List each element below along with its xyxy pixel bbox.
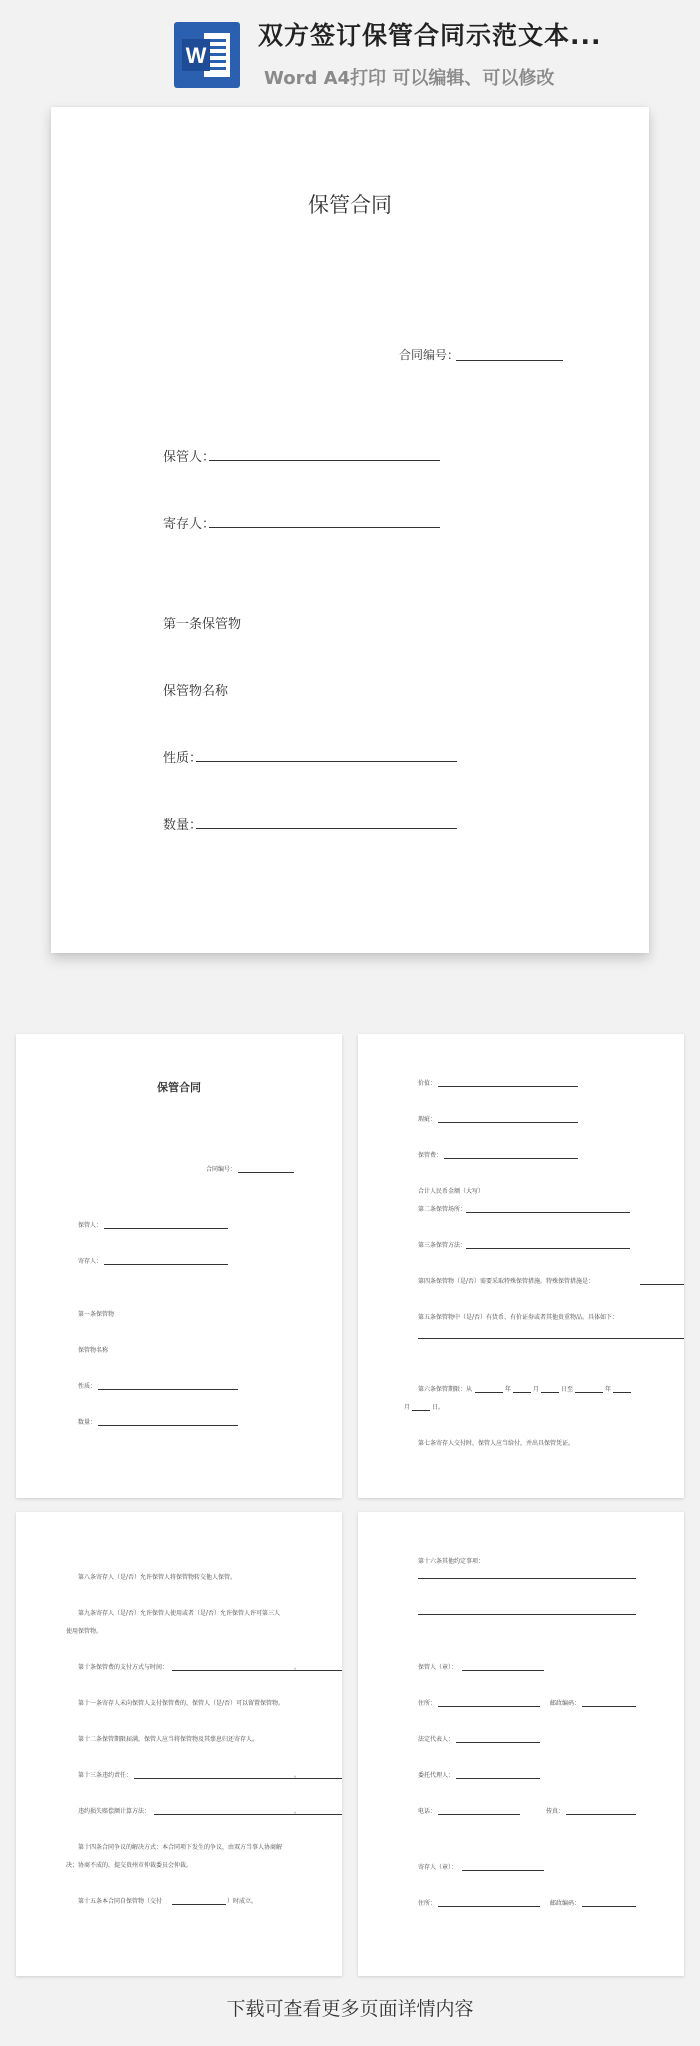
p3-damages-blank xyxy=(154,1814,342,1815)
thumb-page-3 xyxy=(16,1512,342,1976)
thumb1-depositor-blank xyxy=(104,1264,228,1265)
p2-article-2-blank xyxy=(466,1212,630,1213)
quantity-label: 数量： xyxy=(163,818,203,833)
p4-postcode-1-blank xyxy=(582,1706,636,1707)
p3-article-15-blank xyxy=(172,1904,226,1905)
article-1-heading: 第一条保管物 xyxy=(163,617,242,632)
thumb1-title: 保管合同 xyxy=(157,1081,201,1094)
p2-year-1: 年 xyxy=(505,1386,512,1393)
p4-article-16: 第十六条其他约定事项： xyxy=(418,1558,485,1565)
keeper-label: 保管人： xyxy=(163,450,216,465)
header-title: 双方签订保管合同示范文本... xyxy=(258,21,602,50)
p2-year-blank-1 xyxy=(475,1392,503,1393)
p3-article-10-dot: 。 xyxy=(294,1664,301,1671)
p2-month-1: 月 xyxy=(533,1386,540,1393)
p4-address-2-blank xyxy=(438,1906,540,1907)
p2-fee-blank xyxy=(444,1158,578,1159)
thumb1-nature-blank xyxy=(98,1389,238,1390)
thumb1-contract-no-blank xyxy=(238,1172,294,1173)
nature-label: 性质： xyxy=(163,751,203,766)
thumb1-quantity-blank xyxy=(98,1425,238,1426)
thumb1-keeper-blank xyxy=(104,1228,228,1229)
thumb1-nature: 性质： xyxy=(78,1383,97,1390)
p4-agent-blank xyxy=(456,1778,540,1779)
p4-agent: 委托代理人： xyxy=(418,1772,455,1779)
header-subtitle: Word A4打印 可以编辑、可以修改 xyxy=(264,68,555,89)
p2-article-5-blank xyxy=(418,1338,684,1339)
p2-year-blank-2 xyxy=(575,1392,603,1393)
p2-price-blank xyxy=(438,1086,578,1087)
p2-condition: 瑕疵： xyxy=(418,1116,437,1123)
p3-article-11: 第十一条寄存人未向保管人支付保管费的，保管人（是/否）可以留置保管物。 xyxy=(78,1700,285,1707)
p3-article-9-line-2: 使用保管物。 xyxy=(66,1628,103,1635)
word-icon-letter: W xyxy=(185,43,207,68)
p2-article-2: 第二条保管场所： xyxy=(418,1206,467,1213)
p2-day-to: 日至 xyxy=(561,1386,574,1393)
p2-day-end: 日。 xyxy=(432,1404,445,1411)
depositor-blank xyxy=(209,527,440,528)
contract-title: 保管合同 xyxy=(308,193,392,217)
p4-keeper-seal: 保管人（章）： xyxy=(418,1664,458,1671)
contract-no-blank xyxy=(456,360,563,361)
p2-total: 合计人民币金额（大写） xyxy=(418,1188,485,1195)
p2-month-blank-1 xyxy=(513,1392,531,1393)
thumb1-depositor: 寄存人： xyxy=(78,1258,103,1265)
p4-address-2: 住所： xyxy=(418,1900,437,1907)
p2-day-blank-1 xyxy=(541,1392,559,1393)
p3-article-13-dot: 。 xyxy=(294,1772,301,1779)
p2-article-3-blank xyxy=(466,1248,630,1249)
p4-fax-blank xyxy=(566,1814,636,1815)
p2-article-6-from: 第六条保管期限：从 xyxy=(418,1386,473,1393)
p2-month-2: 月 xyxy=(404,1404,411,1411)
p3-damages: 违约损失赔偿额计算方法： xyxy=(78,1808,151,1815)
thumb-page-1 xyxy=(16,1034,342,1498)
p4-fax: 传真： xyxy=(546,1808,565,1815)
p2-article-4: 第四条保管物（是/否）需要采取特殊保管措施。特殊保管措施是： xyxy=(418,1278,595,1285)
p3-article-13: 第十三条违约责任： xyxy=(78,1772,133,1779)
p4-article-16-blank-2 xyxy=(418,1614,636,1615)
p2-year-2: 年 xyxy=(605,1386,612,1393)
p4-article-16-blank-1 xyxy=(418,1578,636,1579)
thumb-page-2 xyxy=(358,1034,684,1498)
thumb1-item-name: 保管物名称 xyxy=(78,1347,109,1354)
p3-damages-dot: 。 xyxy=(294,1808,301,1815)
quantity-blank xyxy=(196,828,457,829)
p3-article-15-a: 第十五条本合同自保管物（交付 xyxy=(78,1898,163,1905)
thumb1-quantity: 数量： xyxy=(78,1419,97,1426)
thumb1-contract-no: 合同编号： xyxy=(206,1166,237,1173)
p2-month-blank-2 xyxy=(613,1392,631,1393)
p2-price: 价值： xyxy=(418,1080,437,1087)
p4-phone-blank xyxy=(438,1814,520,1815)
p2-article-4-blank xyxy=(640,1284,684,1285)
p4-postcode-1: 邮政编码： xyxy=(550,1700,581,1707)
p4-postcode-2-blank xyxy=(582,1906,636,1907)
thumb1-keeper: 保管人： xyxy=(78,1222,103,1229)
p4-depositor-seal: 寄存人（章）： xyxy=(418,1864,458,1871)
depositor-label: 寄存人： xyxy=(163,517,216,532)
p2-day-blank-2 xyxy=(412,1410,430,1411)
p2-article-7: 第七条寄存人交付时，保管人应当给付，并出具保管凭证。 xyxy=(418,1440,575,1447)
footer-more-pages-link[interactable]: 下载可查看更多页面详情内容 xyxy=(226,1998,474,2020)
p4-postcode-2: 邮政编码： xyxy=(550,1900,581,1907)
thumb1-article-1: 第一条保管物 xyxy=(78,1311,115,1318)
p3-article-9-line-1: 第九条寄存人（是/否）允许保管人使用或者（是/否）允许保管人许可第三人 xyxy=(78,1610,281,1617)
p3-article-8: 第八条寄存人（是/否）允许保管人将保管物转交他人保管。 xyxy=(78,1574,237,1581)
p4-address-1: 住所： xyxy=(418,1700,437,1707)
thumb-page-4 xyxy=(358,1512,684,1976)
p3-article-15-b: ）时成立。 xyxy=(227,1898,258,1905)
p3-article-14-line-2: 决；协商不成的，提交贵州市仲裁委员会仲裁。 xyxy=(66,1862,193,1869)
p4-address-1-blank xyxy=(438,1706,540,1707)
item-name-label: 保管物名称 xyxy=(163,684,229,699)
main-page-preview xyxy=(51,107,649,953)
p3-article-10-blank xyxy=(172,1670,342,1671)
p2-condition-blank xyxy=(438,1122,578,1123)
p3-article-10: 第十条保管费的支付方式与时间： xyxy=(78,1664,169,1671)
p3-article-12: 第十二条保管期限届满，保管人应当将保管物及其孳息归还寄存人。 xyxy=(78,1736,259,1743)
p4-depositor-seal-blank xyxy=(462,1870,544,1871)
p3-article-14-line-1: 第十四条合同争议的解决方式：本合同项下发生的争议，由双方当事人协商解 xyxy=(78,1844,283,1851)
p4-phone: 电话： xyxy=(418,1808,437,1815)
p4-keeper-seal-blank xyxy=(462,1670,544,1671)
p2-article-5: 第五条保管物中（是/否）有货币、有价证券或者其他贵重物品。具体如下： xyxy=(418,1314,619,1321)
p2-article-3: 第三条保管方法： xyxy=(418,1242,467,1249)
contract-no-label: 合同编号： xyxy=(399,348,460,362)
p2-fee: 保管费： xyxy=(418,1152,443,1159)
p3-article-13-blank xyxy=(134,1778,342,1779)
keeper-blank xyxy=(209,460,440,461)
word-icon xyxy=(174,22,240,88)
nature-blank xyxy=(196,761,457,762)
p4-legal-rep: 法定代表人： xyxy=(418,1736,455,1743)
header xyxy=(0,0,700,100)
p4-legal-rep-blank xyxy=(456,1742,540,1743)
